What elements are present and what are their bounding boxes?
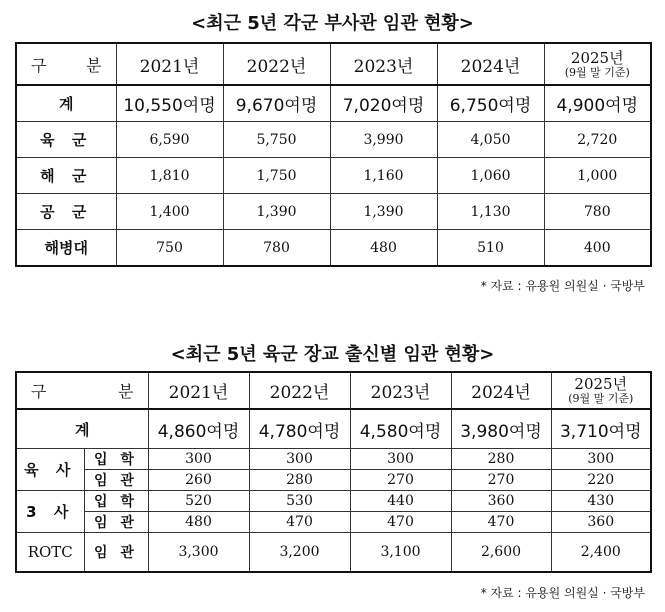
value-cell: 470 bbox=[350, 512, 451, 533]
value-cell: 510 bbox=[437, 230, 544, 267]
value-cell: 5,750 bbox=[223, 122, 330, 158]
table-row bbox=[16, 449, 651, 470]
value-cell: 430 bbox=[551, 491, 651, 512]
table-row bbox=[16, 491, 651, 512]
total-cell: 3,710여명 bbox=[551, 409, 651, 449]
total-cell: 4,580여명 bbox=[350, 409, 451, 449]
row-label: 해 군 bbox=[16, 158, 116, 194]
total-cell: 4,900여명 bbox=[544, 85, 651, 122]
table-row bbox=[16, 409, 651, 449]
value-cell: 260 bbox=[148, 470, 249, 491]
year-header: 2022년 bbox=[249, 372, 350, 409]
table2-header-row bbox=[16, 372, 651, 409]
value-cell: 470 bbox=[249, 512, 350, 533]
value-cell: 400 bbox=[544, 230, 651, 267]
table-row bbox=[16, 122, 651, 158]
table-row bbox=[16, 158, 651, 194]
row-label: 공 군 bbox=[16, 194, 116, 230]
value-cell: 280 bbox=[249, 470, 350, 491]
sub-label: 임 관 bbox=[84, 470, 148, 491]
value-cell: 270 bbox=[350, 470, 451, 491]
sub-label: 임 관 bbox=[84, 512, 148, 533]
value-cell: 1,390 bbox=[223, 194, 330, 230]
total-cell: 4,860여명 bbox=[148, 409, 249, 449]
gubun-header: 구 분 bbox=[16, 43, 116, 85]
value-cell: 360 bbox=[451, 491, 551, 512]
total-cell: 10,550여명 bbox=[116, 85, 223, 122]
value-cell: 440 bbox=[350, 491, 451, 512]
year-header: 2023년 bbox=[350, 372, 451, 409]
year-header-2025: 2025년 (9월 말 기준) bbox=[544, 43, 651, 85]
table2-title: <최근 5년 육군 장교 출신별 임관 현황> bbox=[170, 344, 495, 365]
value-cell: 3,100 bbox=[350, 533, 451, 573]
table-row bbox=[16, 194, 651, 230]
value-cell: 470 bbox=[451, 512, 551, 533]
value-cell: 1,390 bbox=[330, 194, 437, 230]
row-label: 육 군 bbox=[16, 122, 116, 158]
year-header: 2023년 bbox=[330, 43, 437, 85]
nco-commission-table bbox=[15, 42, 652, 267]
total-cell: 7,020여명 bbox=[330, 85, 437, 122]
value-cell: 2,600 bbox=[451, 533, 551, 573]
value-cell: 3,300 bbox=[148, 533, 249, 573]
value-cell: 780 bbox=[223, 230, 330, 267]
value-cell: 1,400 bbox=[116, 194, 223, 230]
row-label: 계 bbox=[16, 85, 116, 122]
value-cell: 300 bbox=[148, 449, 249, 470]
table-row bbox=[16, 512, 651, 533]
value-cell: 480 bbox=[148, 512, 249, 533]
table-row bbox=[16, 230, 651, 267]
total-cell: 4,780여명 bbox=[249, 409, 350, 449]
year-header-2025: 2025년 (9월 말 기준) bbox=[551, 372, 651, 409]
value-cell: 300 bbox=[350, 449, 451, 470]
value-cell: 4,050 bbox=[437, 122, 544, 158]
table-row bbox=[16, 470, 651, 491]
value-cell: 1,060 bbox=[437, 158, 544, 194]
sub-label: 임 관 bbox=[84, 533, 148, 573]
gubun-header: 구 분 bbox=[16, 372, 148, 409]
table-row bbox=[16, 533, 651, 573]
table1-header-row bbox=[16, 43, 651, 85]
value-cell: 750 bbox=[116, 230, 223, 267]
value-cell: 480 bbox=[330, 230, 437, 267]
table1-source-note: * 자료 : 유용원 의원실 · 국방부 bbox=[480, 279, 645, 293]
row-label: 해병대 bbox=[16, 230, 116, 267]
sub-label: 입 학 bbox=[84, 491, 148, 512]
year-header: 2024년 bbox=[451, 372, 551, 409]
total-cell: 6,750여명 bbox=[437, 85, 544, 122]
value-cell: 520 bbox=[148, 491, 249, 512]
value-cell: 1,810 bbox=[116, 158, 223, 194]
sub-label: 입 학 bbox=[84, 449, 148, 470]
group-label: 3 사 bbox=[16, 491, 84, 533]
value-cell: 780 bbox=[544, 194, 651, 230]
value-cell: 1,000 bbox=[544, 158, 651, 194]
value-cell: 220 bbox=[551, 470, 651, 491]
value-cell: 280 bbox=[451, 449, 551, 470]
table1-title: <최근 5년 각군 부사관 임관 현황> bbox=[191, 13, 474, 34]
group-label: ROTC bbox=[16, 533, 84, 573]
total-cell: 9,670여명 bbox=[223, 85, 330, 122]
row-label: 계 bbox=[16, 409, 148, 449]
value-cell: 3,200 bbox=[249, 533, 350, 573]
value-cell: 360 bbox=[551, 512, 651, 533]
year-header: 2021년 bbox=[148, 372, 249, 409]
officer-commission-table bbox=[15, 371, 652, 573]
value-cell: 6,590 bbox=[116, 122, 223, 158]
year-header: 2022년 bbox=[223, 43, 330, 85]
group-label: 육 사 bbox=[16, 449, 84, 491]
value-cell: 1,160 bbox=[330, 158, 437, 194]
value-cell: 2,400 bbox=[551, 533, 651, 573]
value-cell: 1,130 bbox=[437, 194, 544, 230]
table-row bbox=[16, 85, 651, 122]
table2-source-note: * 자료 : 유용원 의원실 · 국방부 bbox=[480, 586, 645, 600]
value-cell: 3,990 bbox=[330, 122, 437, 158]
value-cell: 1,750 bbox=[223, 158, 330, 194]
value-cell: 270 bbox=[451, 470, 551, 491]
total-cell: 3,980여명 bbox=[451, 409, 551, 449]
value-cell: 2,720 bbox=[544, 122, 651, 158]
value-cell: 300 bbox=[551, 449, 651, 470]
year-header: 2024년 bbox=[437, 43, 544, 85]
value-cell: 530 bbox=[249, 491, 350, 512]
year-header: 2021년 bbox=[116, 43, 223, 85]
value-cell: 300 bbox=[249, 449, 350, 470]
